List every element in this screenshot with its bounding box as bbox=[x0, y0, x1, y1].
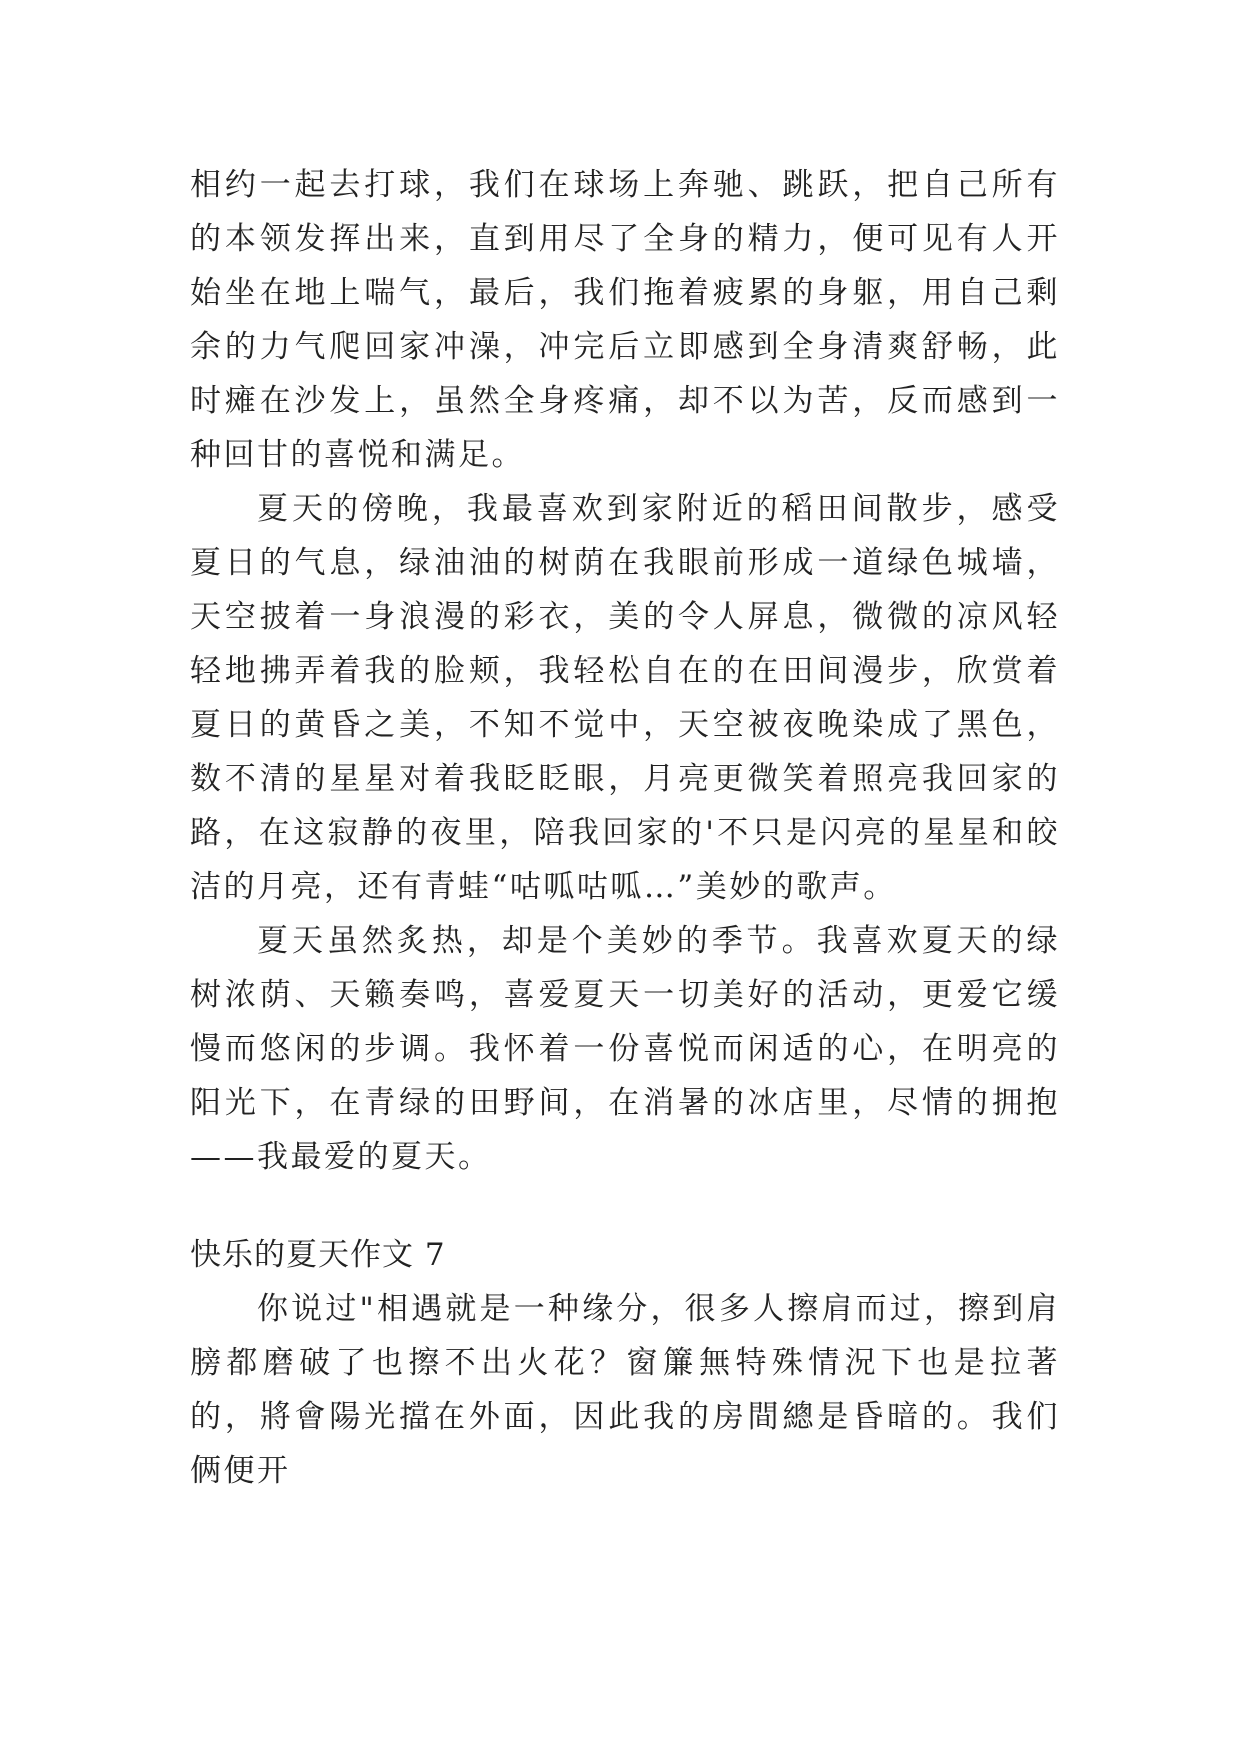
paragraph-3: 夏天虽然炙热，却是个美妙的季节。我喜欢夏天的绿树浓荫、天籁奏鸣，喜爱夏天一切美好的活动，更爱它缓慢而悠闲的步调。我怀着一份喜悦而闲适的心，在明亮的阳光下，在青绿的田野间，在消暑的冰店里，尽情的拥抱——我最爱的夏天。 bbox=[190, 923, 1060, 1175]
document-body bbox=[190, 158, 1060, 1498]
paragraph-2: 夏天的傍晚，我最喜欢到家附近的稻田间散步，感受夏日的气息，绿油油的树荫在我眼前形成一道绿色城墙，天空披着一身浪漫的彩衣，美的令人屏息，微微的凉风轻轻地拂弄着我的脸颊，我轻松自在的在田间漫步，欣赏着夏日的黄昏之美，不知不觉中，天空被夜晚染成了黑色，数不清的星星对着我眨眨眼，月亮更微笑着照亮我回家的路，在这寂静的夜里，陪我回家的'不只是闪亮的星星和皎洁的月亮，还有青蛙“咕呱咕呱…”美妙的歌声。 bbox=[190, 491, 1060, 905]
paragraph-4: 你说过"相遇就是一种缘分，很多人擦肩而过，擦到肩膀都磨破了也擦不出火花？窗簾無特殊情況下也是拉著的，將會陽光擋在外面，因此我的房間總是昏暗的。我们俩便开 bbox=[190, 1291, 1060, 1489]
section-title: 快乐的夏天作文 7 bbox=[190, 1237, 446, 1273]
paragraph-1: 相约一起去打球，我们在球场上奔驰、跳跃，把自己所有的本领发挥出来，直到用尽了全身的精力，便可见有人开始坐在地上喘气，最后，我们拖着疲累的身躯，用自己剩余的力气爬回家冲澡，冲完后立即感到全身清爽舒畅，此时瘫在沙发上，虽然全身疼痛，却不以为苦，反而感到一种回甘的喜悦和满足。 bbox=[190, 167, 1060, 473]
